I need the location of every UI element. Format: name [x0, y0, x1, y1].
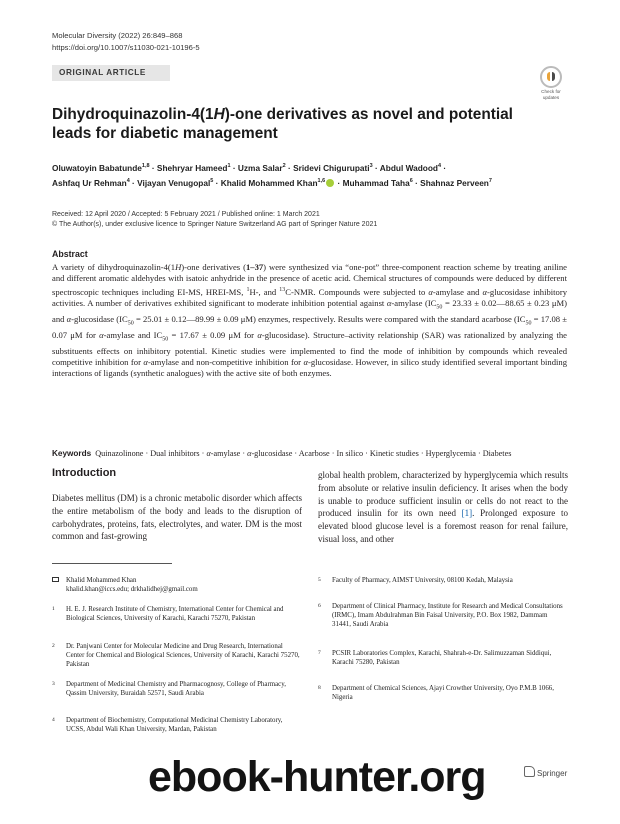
introduction-heading: Introduction — [52, 467, 117, 479]
abstract-body: A variety of dihydroquinazolin-4(1H)-one derivatives (1–37) were synthesized via “one-pot” three-component reaction scheme by treating aniline and different aromatic aldehydes with isatoic anhydride in the presence of acetic acid. Chemical structures of compounds were deduced by different spectroscopic techniques including EI-MS, HREI-MS, $^1$H-, and $^{13}$C-NMR. Compounds were subjected to α-amylase and α-glucosidase inhibitory activities. A number of derivatives exhibited significant to moderate inhibition potential against α-amylase ($IC_{50} = 23.33$ ± 0.02—88.65 ± 0.23 μM) and α-glucosidase ($IC_{50} = 25.01$ ± 0.12—89.99 ± 0.09 μM) enzymes, respectively. Results were compared with the standard acarbose ($IC_{50} = 17.08 \pm 0.07$ μM for α-amylase and $IC_{50} = 17.67 \pm 0.09$ μM for α-glucosidase). Structure–activity relationship (SAR) was rationalized by analyzing the substituents effects on inhibitory potential. Kinetic studies were implemented to find the mode of inhibition by compounds which revealed competitive inhibition for α-amylase and non-competitive inhibition for α-glucosidase. However, in silico study identified several important binding interactions of ligands (synthetic analogues) with the active site of both enzymes. — [52, 262, 567, 379]
paper-title: Dihydroquinazolin-4(1H)-one derivatives as novel and potential leads for diabetic management — [52, 106, 513, 142]
affiliation — [318, 649, 566, 667]
affiliation — [52, 716, 300, 734]
author-affiliation-mark: 1,8 — [141, 163, 150, 169]
author[interactable]: Oluwatoyin Babatunde — [52, 162, 142, 173]
journal-header — [52, 30, 200, 54]
affiliation-text: H. E. J. Research Institute of Chemistry, International Center for Chemical and Biological Sciences, University of Karachi, Karachi 75270, Pakistan — [66, 606, 284, 622]
affiliation-text: PCSIR Laboratories Complex, Karachi, Shahrah-e-Dr. Salimuzzaman Siddiqui, Karachi 75280, Pakistan — [332, 650, 552, 666]
intro-column-left: Diabetes mellitus (DM) is a chronic metabolic disorder which affects the entire metabolism of the body and leads to the disruption of carbohydrates, proteins, fats, electrolytes, and water. DM is the most common and fast-growing — [52, 493, 302, 542]
author[interactable]: Abdul Wadood — [379, 162, 438, 173]
article-type-tag: ORIGINAL ARTICLE — [52, 65, 170, 81]
envelope-icon — [52, 577, 59, 582]
affiliation-number: 8 — [318, 685, 321, 691]
publisher-logo: Springer — [524, 766, 567, 778]
author-affiliation-mark: 2 — [282, 163, 286, 169]
author[interactable]: Shehryar Hameed — [156, 162, 228, 173]
copyright-line: © The Author(s), under exclusive licence to Springer Nature Switzerland AG part of Springer Nature 2021 — [52, 221, 378, 228]
author-affiliation-mark: 3 — [369, 163, 373, 169]
author-list: Oluwatoyin Babatunde$^{1,8}$ · Shehryar Hameed$^1$ · Uzma Salar$^2$ · Sridevi Chigurupati$^3$ · Abdul Wadood$^4$ · Ashfaq Ur Rehman$^4$ · Vijayan Venugopal$^5$ · Khalid Mohammed Khan$^{1,6}$ · Muhammad Taha$^6$ · Shahnaz Perveen$^7$ — [52, 162, 492, 188]
affiliation — [52, 605, 300, 623]
intro-column-right: global health problem, characterized by hyperglycemia which results from absolute or relative insulin deficiency. It arises when the body is unable to produce sufficient insulin or cells do not react to the produced insulin for its own need [1]. Prolonged exposure to elevated blood glucose level is a foremost reason for renal failure, visual loss, and other — [318, 470, 568, 544]
author[interactable]: Khalid Mohammed Khan — [220, 177, 318, 188]
affiliation — [318, 684, 566, 702]
orcid-icon[interactable] — [326, 179, 334, 187]
affiliation — [318, 602, 566, 629]
author-affiliation-mark: 7 — [488, 177, 492, 184]
author-affiliation-mark: 1 — [227, 163, 231, 169]
keywords: Keywords Quinazolinone · Dual inhibitors · α-amylase · α-glucosidase · Acarbose · In silico · Kinetic studies · Hyperglycemia · Diabetes — [52, 449, 512, 458]
footnote-divider — [52, 563, 172, 564]
affiliation — [52, 642, 300, 669]
author[interactable]: Sridevi Chigurupati — [293, 162, 370, 173]
check-for-updates-badge[interactable] — [536, 66, 566, 100]
affiliation-text: Department of Medicinal Chemistry and Pharmacognosy, College of Pharmacy, Qassim University, Buraidah 52571, Saudi Arabia — [66, 681, 286, 697]
affiliation-number: 4 — [52, 717, 55, 723]
affiliation-text: Faculty of Pharmacy, AIMST University, 08100 Kedah, Malaysia — [332, 577, 513, 584]
publication-dates — [52, 210, 377, 230]
author-affiliation-mark: 6 — [409, 177, 413, 184]
affiliation-number: 1 — [52, 606, 55, 612]
author[interactable]: Ashfaq Ur Rehman — [52, 177, 127, 188]
history-dates: Received: 12 April 2020 / Accepted: 5 February 2021 / Published online: 1 March 2021 — [52, 211, 320, 218]
affiliation-number: 6 — [318, 603, 321, 609]
affiliation-number: 3 — [52, 681, 55, 687]
author-affiliation-mark: 1,6 — [317, 177, 326, 184]
abstract-heading: Abstract — [52, 249, 88, 259]
affiliation-number: 7 — [318, 650, 321, 656]
author-affiliation-mark: 4 — [437, 163, 442, 169]
author-affiliation-mark: 5 — [210, 177, 214, 184]
doi-link[interactable]: https://doi.org/10.1007/s11030-021-10196-5 — [52, 43, 200, 52]
author-affiliation-mark: 4 — [126, 177, 130, 184]
check-updates-line2: updates — [542, 94, 560, 100]
author-emails[interactable]: khalid.khan@iccs.edu; drkhalidhej@gmail.com — [66, 586, 198, 593]
affiliation-text: Department of Chemical Sciences, Ajayi Crowther University, Oyo P.M.B 1066, Nigeria — [332, 685, 554, 701]
affiliation-text: Department of Clinical Pharmacy, Institute for Research and Medical Consultations (IRMC), Imam Abdulrahman Bin Faisal University, P.O. Box 1982, Dammam 31441, Saudi Arabia — [332, 603, 563, 628]
springer-horse-icon — [524, 766, 535, 777]
correspondence — [52, 576, 297, 594]
journal-citation: Molecular Diversity (2022) 26:849–868 — [52, 31, 183, 40]
affiliation — [52, 680, 300, 698]
check-updates-icon — [540, 66, 562, 88]
keywords-label: Keywords — [52, 449, 92, 458]
affiliation-number: 2 — [52, 643, 55, 649]
affiliation-text: Dr. Panjwani Center for Molecular Medicine and Drug Research, International Center for Chemical and Biological Sciences, University of Karachi, Karachi 75270, Pakistan — [66, 643, 300, 668]
citation-link[interactable]: [1] — [461, 508, 473, 519]
watermark: ebook-hunter.org — [148, 753, 486, 801]
author[interactable]: Shahnaz Perveen — [420, 177, 489, 188]
author[interactable]: Vijayan Venugopal — [137, 177, 211, 188]
author[interactable]: Muhammad Taha — [342, 177, 410, 188]
author[interactable]: Uzma Salar — [237, 162, 283, 173]
affiliation-number: 5 — [318, 577, 321, 583]
affiliation — [318, 576, 566, 585]
affiliation-text: Department of Biochemistry, Computational Medicinal Chemistry Laboratory, UCSS, Abdul Wali Khan University, Mardan, Pakistan — [66, 717, 283, 733]
corresponding-author: Khalid Mohammed Khan — [66, 577, 137, 584]
check-updates-line1: Check for — [541, 89, 561, 94]
